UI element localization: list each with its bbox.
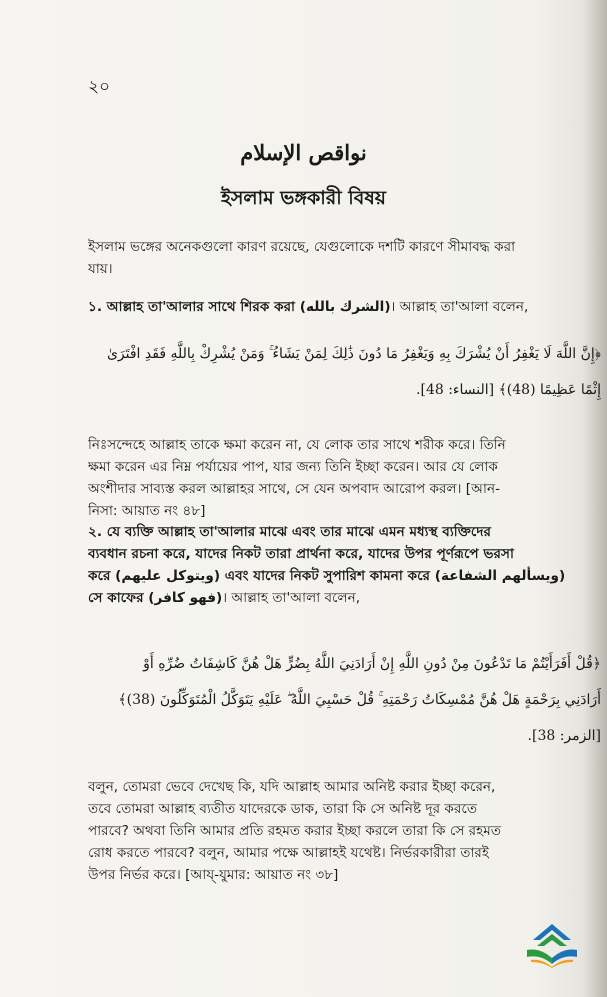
text-line: তবে তোমরা আল্লাহ ব্যতীত যাদেরকে ডাক, তারা কি সে অনিষ্ট দূর করতে xyxy=(88,801,478,817)
text-line: যায়। xyxy=(88,261,113,277)
text-line: অংশীদার সাব্যস্ত করল আল্লাহর সাথে, সে যেন অপবাদ আরোপ করল। [আন- xyxy=(88,481,500,497)
text-line: রোধ করতে পারবে? বলুন, আমার পক্ষে আল্লাহই যথেষ্ট। নির্ভরকারীরা তারই xyxy=(88,845,489,861)
point2-translation xyxy=(88,776,601,886)
arabic-title: نواقص الإسلام xyxy=(240,140,367,165)
text-line: ক্ষমা করেন এর নিম্ন পর্যায়ের পাপ, যার জন্য তিনি ইচ্ছা করেন। আর যে লোক xyxy=(88,459,498,475)
ayah-line: ﴿قُلْ أَفَرَأَيْتُمْ مَا تَدْعُونَ مِنْ دُونِ اللَّهِ إِنْ أَرَادَنِيَ اللَّهُ بِضُرٍّ هَلْ هُنَّ كَاشِفَاتُ ضُرِّهِ أَوْ xyxy=(143,656,601,672)
text-line: নিঃসন্দেহে আল্লাহ তাকে ক্ষমা করেন না, যে লোক তার সাথে শরীক করে। তিনি xyxy=(88,437,506,453)
point1-heading xyxy=(88,296,601,318)
point2-heading-line: সে কাফের (فهو كافر) xyxy=(88,590,223,606)
point2-heading-line: করে (ويتوكل عليهم) এবং যাদের নিকট সুপারিশ কামনা করে (ويسألهم الشفاعة) xyxy=(88,568,566,584)
text-line: উপর নির্ভর করে। [আয্-যুমার: আয়াত নং ৩৮] xyxy=(88,867,339,883)
bengali-title: ইসলাম ভঙ্গকারী বিষয় xyxy=(220,187,386,209)
point1-heading-bold: ১. আল্লাহ তা'আলার সাথে শিরক করা (الشرك بالله) xyxy=(88,299,391,315)
text-line: নিসা: আয়াত নং ৪৮] xyxy=(88,503,206,519)
point1-heading-tail: । আল্লাহ তা'আলা বলেন, xyxy=(390,299,529,315)
point2-heading-line: ব্যবধান রচনা করে, যাদের নিকট তারা প্রার্থনা করে, যাদের উপর পূর্ণরূপে ভরসা xyxy=(88,546,514,562)
ayah-line: أَرَادَنِي بِرَحْمَةٍ هَلْ هُنَّ مُمْسِكَاتُ رَحْمَتِهِ ۚ قُلْ حَسْبِيَ اللَّهُ ۖ عَلَيْهِ يَتَوَكَّلُ الْمُتَوَكِّلُونَ (38)﴾ xyxy=(118,692,601,708)
point2-heading-tail: । আল্লাহ তা'আলা বলেন, xyxy=(222,590,361,606)
text-line: বলুন, তোমরা ভেবে দেখেছ কি, যদি আল্লাহ আমার অনিষ্ট করার ইচ্ছা করেন, xyxy=(88,779,496,795)
intro-paragraph xyxy=(88,236,601,280)
ayah-line: إِثْمًا عَظِيمًا (48)﴾ [النساء: 48]. xyxy=(416,382,601,398)
ayah-line: [الزمر: 38]. xyxy=(527,728,601,744)
text-line: পারবে? অথবা তিনি আমার প্রতি রহমত করার ইচ্ছা করলে তারা কি সে রহমত xyxy=(88,823,502,839)
ayah-line: ﴿إِنَّ اللَّهَ لَا يَغْفِرُ أَنْ يُشْرَكَ بِهِ وَيَغْفِرُ مَا دُونَ ذَٰلِكَ لِمَنْ يَشَاءُ ۚ وَمَنْ يُشْرِكْ بِاللَّهِ فَقَدِ افْتَرَىٰ xyxy=(106,346,601,362)
point1-ayah xyxy=(88,336,601,408)
point2-heading xyxy=(88,521,601,609)
text-line: ইসলাম ভঙ্গের অনেকগুলো কারণ রয়েছে, যেগুলোকে দশটি কারণে সীমাবদ্ধ করা xyxy=(88,239,516,255)
point1-translation xyxy=(88,434,601,522)
point2-ayah xyxy=(88,646,601,754)
page-number: ২০ xyxy=(88,77,111,97)
publisher-logo-icon xyxy=(523,922,581,968)
point2-heading-line: ২. যে ব্যক্তি আল্লাহ তা'আলার মাঝে এবং তার মাঝে এমন মধ্যস্থ ব্যক্তিদের xyxy=(88,524,491,540)
